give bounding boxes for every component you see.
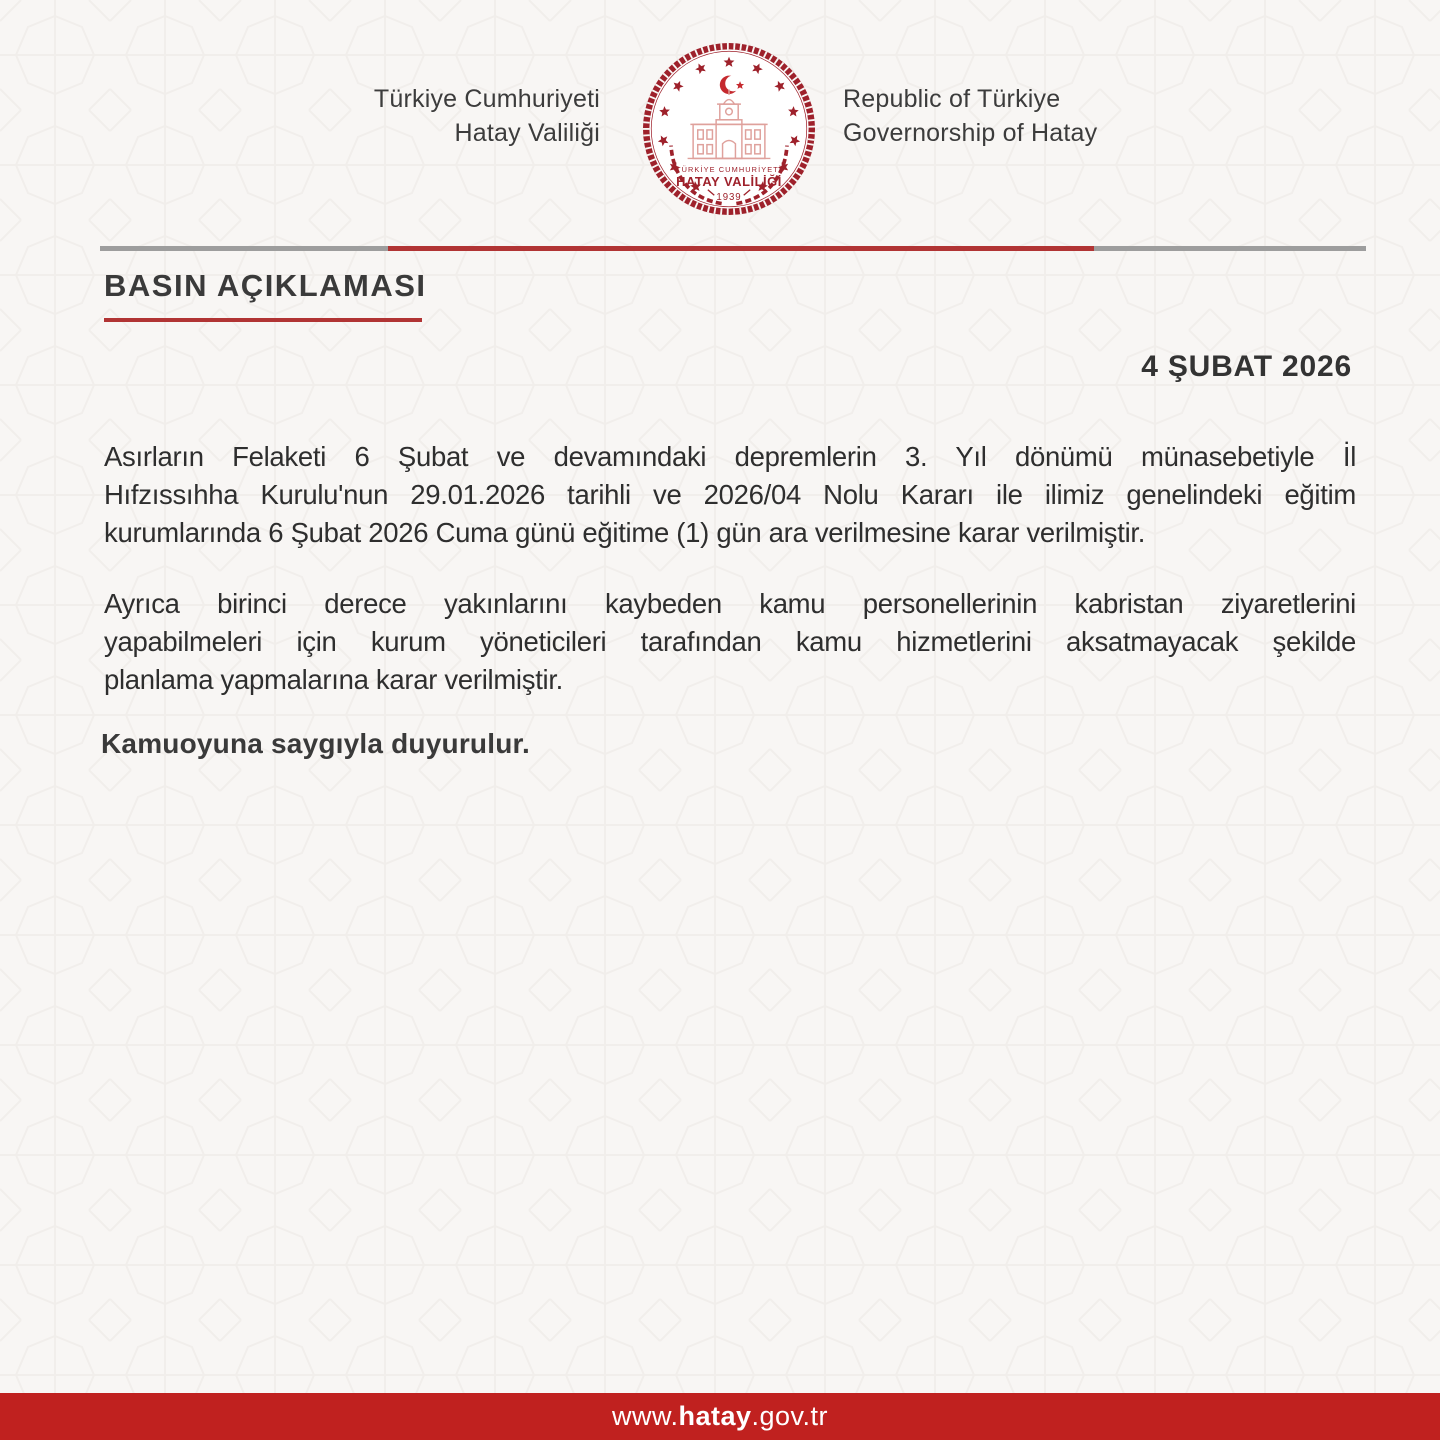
paragraph-1-line-2: Hıfzıssıhha Kurulu'nun 29.01.2026 tarihli ve 2026/04 Nolu Kararı ile ilimiz genelindeki eğitim: [104, 479, 1356, 510]
paragraph-2-line-2: yapabilmeleri için kurum yöneticileri tarafından kamu hizmetlerini aksatmayacak şekilde: [104, 626, 1356, 657]
government-name-english-line2: Governorship of Hatay: [843, 119, 1098, 147]
title-underline: [104, 318, 422, 322]
seal-office-label: HATAY VALİLİĞİ: [676, 174, 782, 190]
divider-red-center: [388, 246, 1094, 251]
paragraph-1-line-1: Asırların Felaketi 6 Şubat ve devamındaki depremlerin 3. Yıl dönümü münasebetiyle İl: [104, 441, 1356, 472]
government-name-turkish: [0, 82, 600, 150]
government-name-english-line1: Republic of Türkiye: [843, 85, 1061, 113]
closing-statement: Kamuoyuna saygıyla duyurulur.: [101, 728, 531, 759]
footer-url-prefix: www.: [611, 1401, 679, 1431]
seal-year-label: 1939: [716, 191, 742, 203]
divider-gray-right: [1094, 246, 1366, 251]
footer-url-suffix: .gov.tr: [751, 1401, 829, 1431]
seal-country-label: TÜRKİYE CUMHURİYETİ: [675, 165, 783, 175]
hatay-governorship-seal-icon: [637, 37, 821, 221]
government-name-turkish-line1: Türkiye Cumhuriyeti: [373, 85, 600, 113]
footer-url-domain: hatay: [678, 1401, 752, 1431]
release-date: 4 ŞUBAT 2026: [1141, 350, 1352, 383]
government-name-turkish-line2: Hatay Valiliği: [454, 119, 600, 147]
paragraph-1-line-3: kurumlarında 6 Şubat 2026 Cuma günü eğitime (1) gün ara verilmesine karar verilmiştir.: [104, 517, 1146, 548]
footer-bar: [0, 1393, 1440, 1440]
paragraph-2: [104, 585, 1356, 699]
divider-gray-left: [100, 246, 388, 251]
government-name-english: [843, 82, 1097, 150]
paragraph-2-line-3: planlama yapmalarına karar verilmiştir.: [104, 664, 564, 695]
footer-website-link[interactable]: [612, 1401, 828, 1432]
paragraph-1: [104, 438, 1356, 552]
press-release-title: BASIN AÇIKLAMASI: [104, 268, 427, 303]
paragraph-2-line-1: Ayrıca birinci derece yakınlarını kaybeden kamu personellerinin kabristan ziyaretlerini: [104, 588, 1356, 619]
